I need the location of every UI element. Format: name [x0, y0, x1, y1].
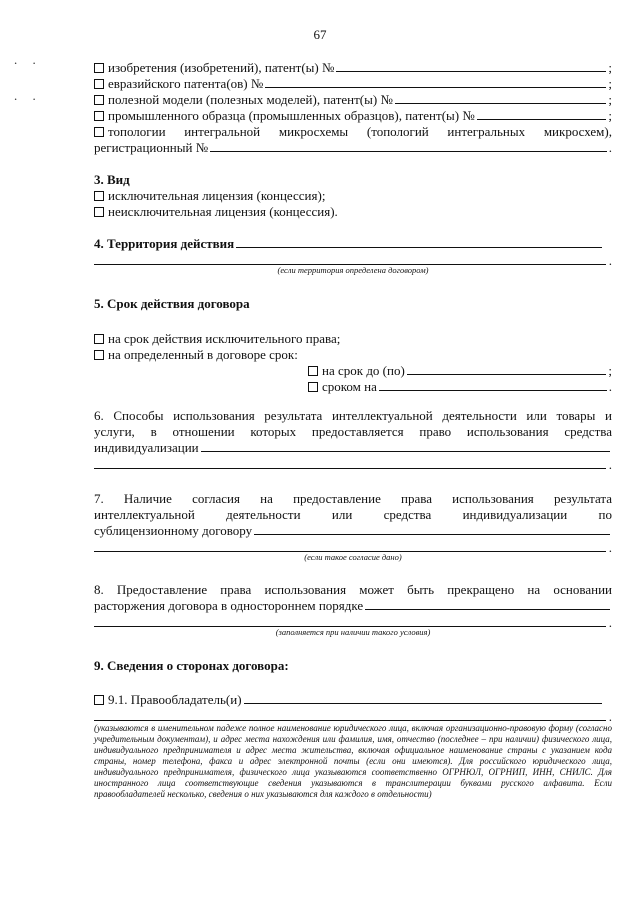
paragraph-line: 8. Предоставление права использования может быть прекращено на основании: [94, 582, 612, 597]
checkbox[interactable]: [94, 334, 104, 344]
topology-reg-line: регистрационный № .: [94, 140, 612, 155]
fill-blank[interactable]: [210, 150, 607, 152]
fill-line: [94, 523, 612, 538]
sub-option-label: сроком на: [322, 379, 377, 394]
patent-line: изобретения (изобретений), патент(ы) № ;: [94, 60, 612, 75]
fill-blank[interactable]: .: [94, 614, 606, 627]
topology-line: [94, 124, 612, 139]
patent-line-label: полезной модели (полезных моделей), патент(ы) №: [108, 92, 393, 107]
patent-line-label: евразийского патента(ов) №: [108, 76, 264, 91]
checkbox[interactable]: [94, 95, 104, 105]
fill-blank[interactable]: .: [94, 252, 606, 265]
checkbox[interactable]: [94, 63, 104, 73]
fill-blank[interactable]: [336, 70, 606, 72]
fill-blank[interactable]: [379, 389, 607, 391]
patent-section: [94, 60, 612, 156]
section-title: 9. Сведения о сторонах договора:: [94, 658, 289, 673]
section-9: [94, 658, 612, 800]
patent-line: евразийского патента(ов) № ;: [94, 76, 612, 91]
section-3: [94, 172, 612, 220]
fill-blank[interactable]: .: [94, 456, 606, 469]
patent-line: промышленного образца (промышленных образцов), патент(ы) № ;: [94, 108, 612, 123]
checkbox[interactable]: [94, 207, 104, 217]
fill-blank[interactable]: [407, 373, 607, 375]
fill-line: [94, 440, 612, 455]
sub-option-line: сроком на .: [94, 379, 612, 394]
paragraph-line: расторжения договора в одностороннем порядке: [94, 598, 364, 613]
fill-blank[interactable]: .: [94, 708, 606, 721]
section-8: [94, 582, 612, 637]
patent-line-label: изобретения (изобретений), патент(ы) №: [108, 60, 335, 75]
fill-blank[interactable]: [477, 118, 607, 120]
option-line: [94, 331, 612, 346]
fill-blank[interactable]: [265, 86, 606, 88]
section-title: 5. Срок действия договора: [94, 296, 250, 311]
fill-line: [94, 598, 612, 613]
holder-label: 9.1. Правообладатель(и): [108, 692, 242, 707]
patent-line: полезной модели (полезных моделей), патент(ы) № ;: [94, 92, 612, 107]
patent-line-label: промышленного образца (промышленных образцов), патент(ы) №: [108, 108, 475, 123]
option-line: [94, 188, 612, 203]
checkbox[interactable]: [94, 111, 104, 121]
checkbox[interactable]: [94, 695, 104, 705]
paragraph-line: интеллектуальной деятельности или средства индивидуализации по: [94, 507, 612, 522]
fill-blank[interactable]: [365, 608, 610, 610]
paragraph-line: услуги, в отношении которых предоставляется право использования средства: [94, 424, 612, 439]
caption: (если такое согласие дано): [304, 552, 402, 562]
fill-blank[interactable]: [395, 102, 607, 104]
caption: (заполняется при наличии такого условия): [275, 627, 431, 637]
fill-blank[interactable]: .: [94, 539, 606, 552]
section-6: [94, 408, 612, 472]
option-label: неисключительная лицензия (концессия).: [108, 204, 338, 219]
checkbox[interactable]: [308, 366, 318, 376]
checkbox[interactable]: [94, 350, 104, 360]
option-line: [94, 347, 612, 362]
sub-option-label: на срок до (по): [322, 363, 405, 378]
caption: (если территория определена договором): [277, 265, 429, 275]
checkbox[interactable]: [94, 79, 104, 89]
fill-blank[interactable]: [254, 533, 610, 535]
territory-line: [94, 236, 612, 251]
section-title: 4. Территория действия: [94, 236, 235, 251]
holder-note: (указываются в именительном падеже полное наименование юридического лица, включая организационно-правовую форму (согласно учредительным документам), и адрес места нахождения или фамилия, имя, отчество (последнее – при наличии) физического лица, индивидуального предпринимателя и адрес места жительства, включая официальное наименование страны с указанием кода страны, номер телефона, факса и адрес электронной почты (если они имеются). Для российского юридического лица, индивидуального предпринимателя, физического лица указываются соответственно ОГРНЮЛ, ОГРНИП, ИНН, СНИЛС. Для иностранного лица соответствующие сведения указываются в транслитерации буквами русского алфавита. Если правообладателей несколько, сведения о них указываются для каждого в отдельности): [94, 723, 612, 799]
section-7: [94, 491, 612, 562]
paragraph-line: сублицензионному договору: [94, 523, 253, 538]
section-5: [94, 296, 612, 395]
paragraph-line: 6. Способы использования результата интеллектуальной деятельности или товары и: [94, 408, 612, 423]
margin-mark: . .: [14, 52, 42, 67]
holder-line: [94, 692, 612, 707]
option-label: исключительная лицензия (концессия);: [108, 188, 326, 203]
fill-blank[interactable]: [201, 450, 610, 452]
option-label: на срок действия исключительного права;: [108, 331, 341, 346]
margin-mark: . .: [14, 88, 42, 103]
fill-blank[interactable]: [236, 246, 602, 248]
option-line: [94, 204, 612, 219]
section-4: [94, 236, 612, 275]
checkbox[interactable]: [94, 191, 104, 201]
checkbox[interactable]: [308, 382, 318, 392]
section-title: 3. Вид: [94, 172, 130, 187]
option-label: на определенный в договоре срок:: [108, 347, 298, 362]
sub-option-line: на срок до (по) ;: [94, 363, 612, 378]
paragraph-line: 7. Наличие согласия на предоставление права использования результата: [94, 491, 612, 506]
paragraph-line: индивидуализации: [94, 440, 199, 455]
topology-label: топологии интегральной микросхемы (топологий интегральных микросхем),: [108, 124, 612, 139]
page-number: 67: [313, 27, 327, 42]
topology-reg-label: регистрационный №: [94, 140, 209, 155]
fill-blank[interactable]: [244, 702, 602, 704]
checkbox[interactable]: [94, 127, 104, 137]
